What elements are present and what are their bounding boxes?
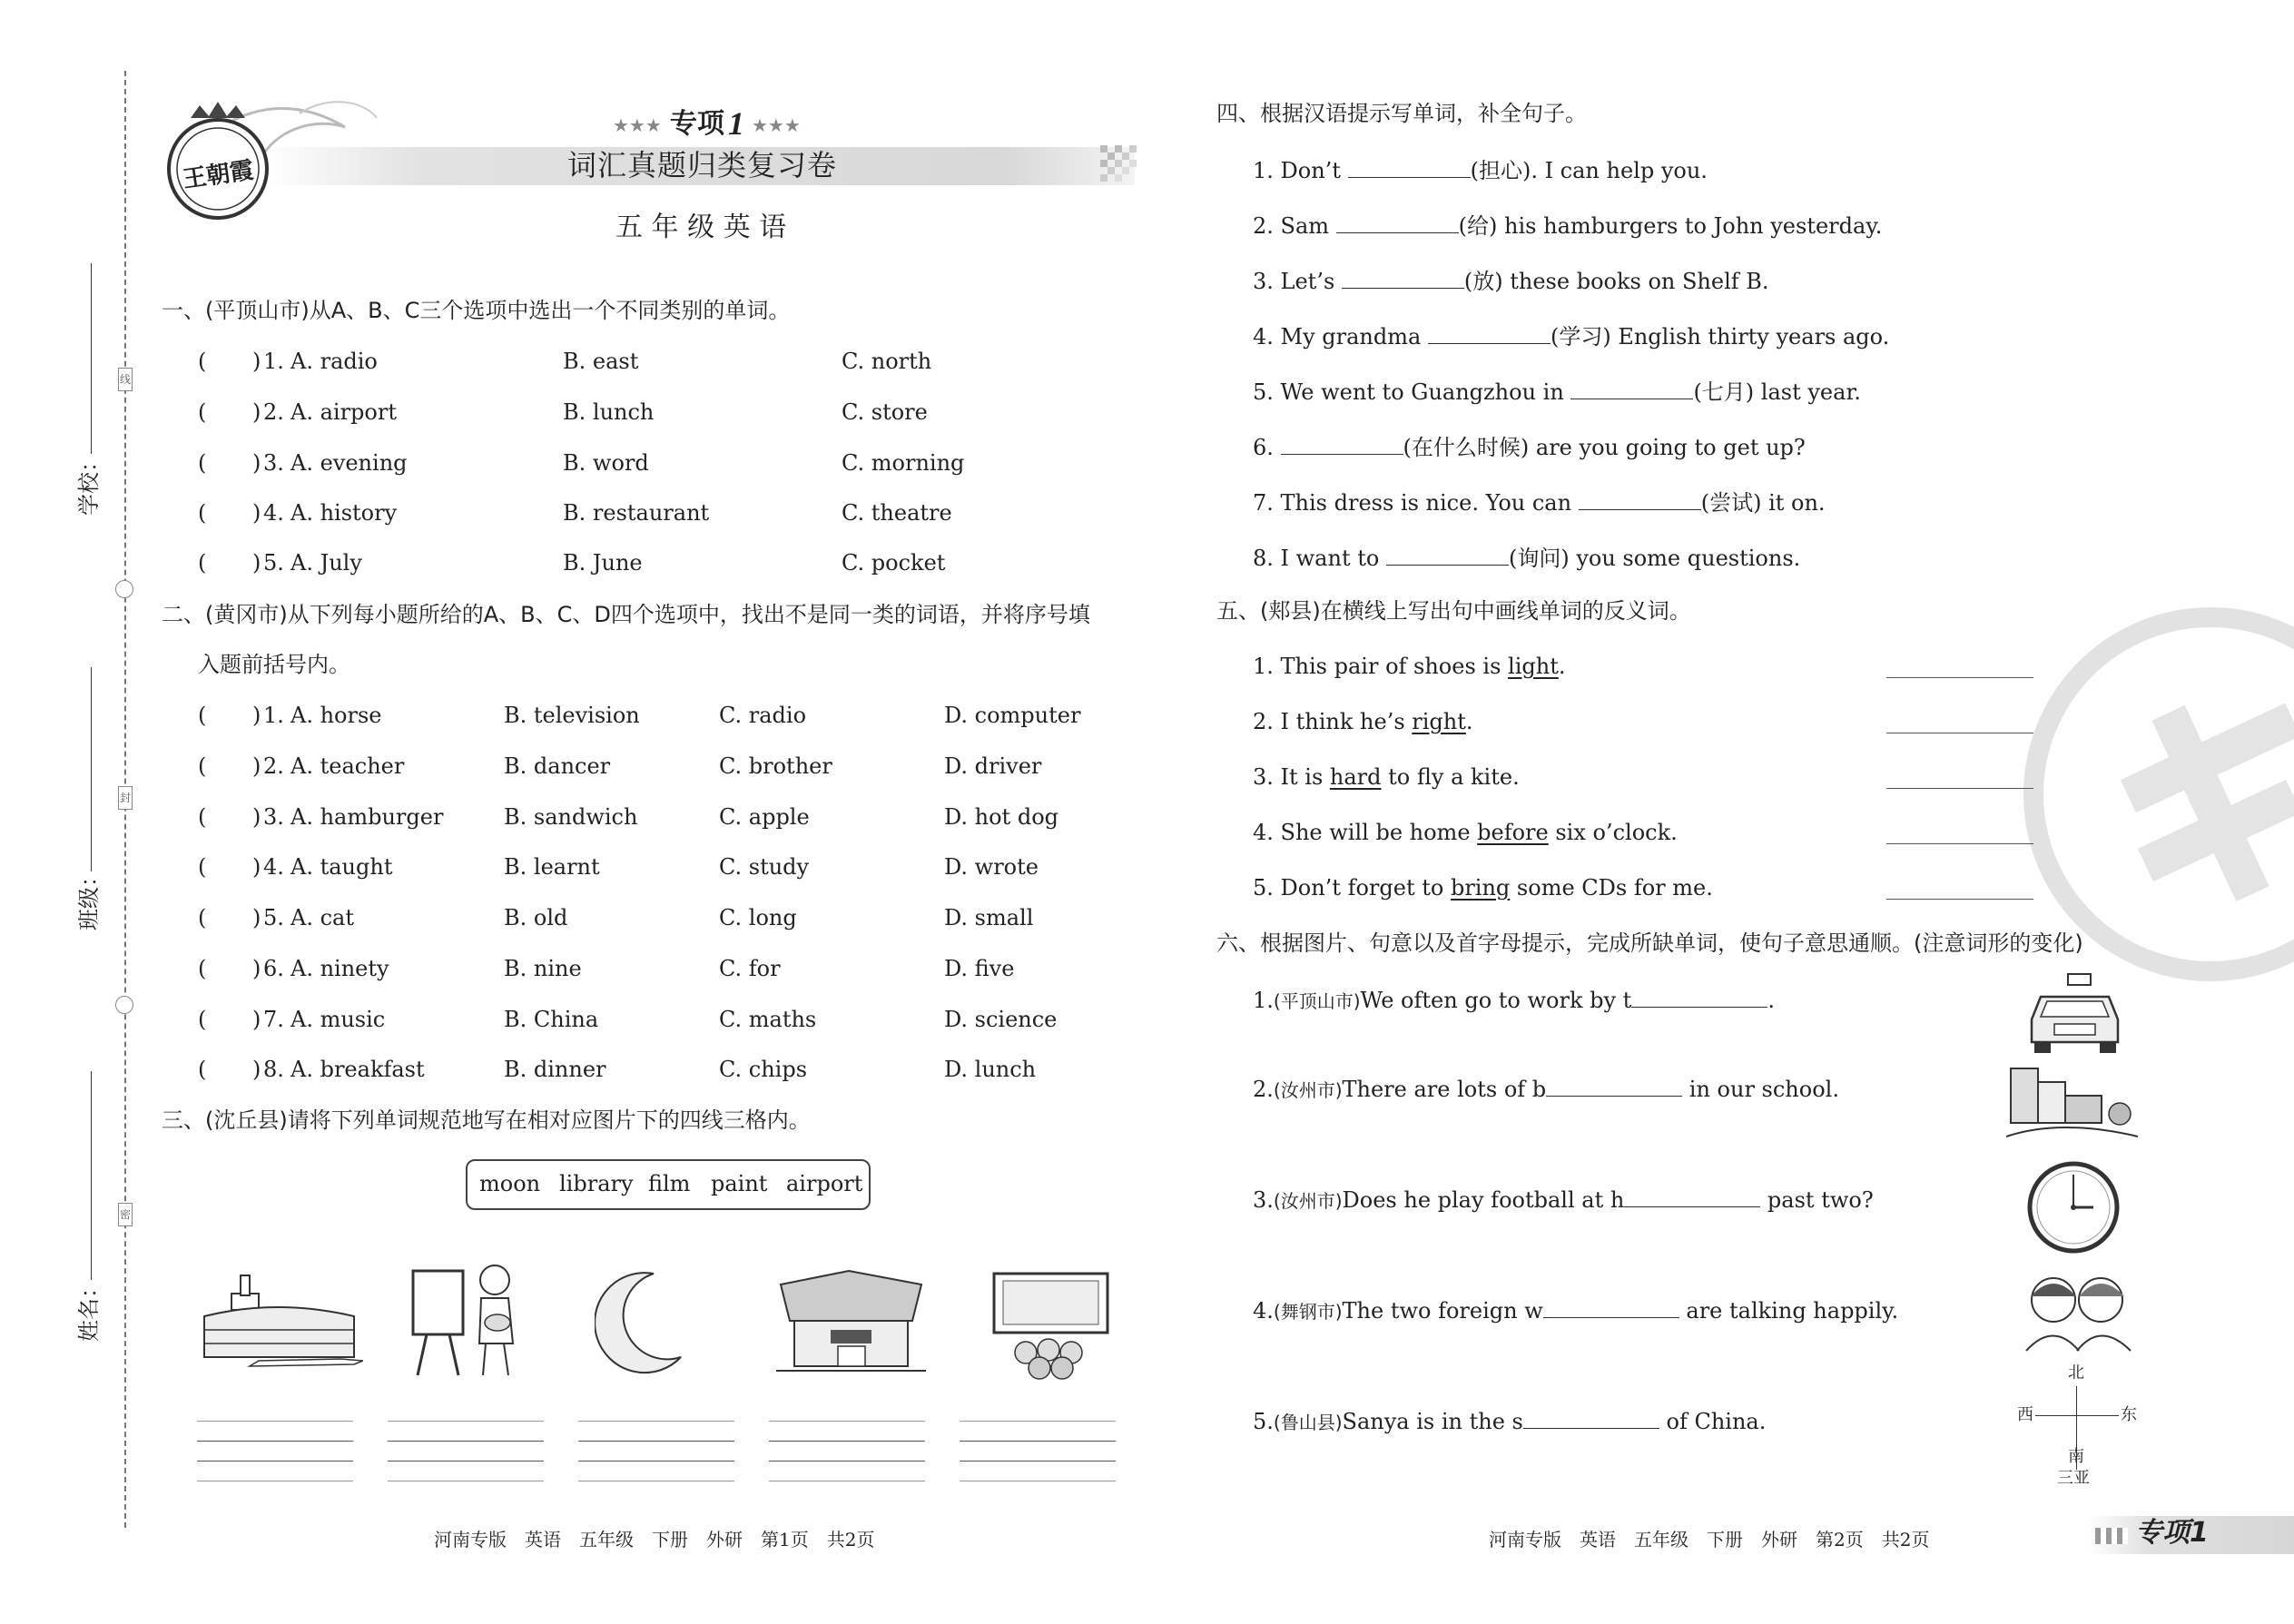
option-b: B. east	[563, 349, 639, 374]
compass-city: 三亚	[2057, 1469, 2090, 1488]
option-a: A. cat	[290, 905, 354, 930]
series-stars-right: ★★★	[752, 114, 801, 136]
answer-paren[interactable]: (	[198, 703, 207, 728]
option-a: A. history	[290, 500, 398, 526]
option-c: C. study	[719, 854, 810, 880]
sentence-text: There are lots of b	[1342, 1077, 1547, 1102]
library-picture	[776, 1266, 926, 1375]
sentence-row	[1253, 1297, 1898, 1322]
writing-grid[interactable]	[197, 1421, 353, 1484]
option-b: B. television	[504, 703, 640, 728]
option-a: A. teacher	[290, 753, 405, 779]
checker-decoration	[1100, 145, 1142, 187]
place-tag: (舞钢市)	[1273, 1301, 1343, 1323]
answer-paren[interactable]: )	[252, 753, 261, 779]
hint-text: (放)	[1463, 269, 1503, 294]
place-tag: (平顶山市)	[1273, 990, 1361, 1012]
sentence-text: 6.	[1253, 435, 1281, 460]
answer-blank[interactable]	[1281, 434, 1403, 455]
answer-paren[interactable]: (	[198, 905, 207, 930]
hint-text: (担心)	[1470, 158, 1531, 183]
answer-paren[interactable]: )	[252, 399, 261, 425]
sentence-text: 3. It is	[1253, 764, 1330, 790]
answer-paren[interactable]: )	[252, 956, 261, 981]
school-label: 学校：	[76, 450, 102, 516]
hint-text: (学习)	[1550, 324, 1611, 349]
sentence-row	[1253, 1186, 1874, 1211]
sentence-text: six o’clock.	[1548, 820, 1678, 845]
item-number: 3.	[1253, 1187, 1274, 1213]
footer-left: 河南专版 英语 五年级 下册 外研 第1页 共2页	[434, 1529, 875, 1550]
option-c: C. north	[842, 349, 932, 374]
answer-paren[interactable]: (	[198, 349, 207, 374]
answer-blank[interactable]	[1428, 323, 1551, 344]
hint-text: (在什么时候)	[1403, 435, 1530, 460]
writing-grid[interactable]	[769, 1421, 925, 1484]
answer-blank[interactable]	[1348, 157, 1471, 178]
sentence-row	[1253, 822, 1678, 843]
sentence-row	[1253, 379, 1861, 403]
option-b: B. nine	[504, 956, 582, 981]
option-a: A. music	[290, 1007, 386, 1032]
sentence-text: 2. Sam	[1253, 213, 1336, 239]
sentence-row	[1253, 877, 1713, 899]
answer-blank[interactable]	[1336, 212, 1459, 233]
option-c: C. store	[842, 399, 928, 425]
sentence-text: 4. She will be home	[1253, 820, 1478, 845]
logo-text: 王朝霞	[181, 156, 256, 194]
answer-paren[interactable]: )	[252, 550, 261, 576]
section1-heading: 一、(平顶山市)从A、B、C三个选项中选出一个不同类别的单词。	[162, 298, 791, 323]
item-number: 5.	[1253, 1409, 1274, 1434]
word-bank-item: paint	[711, 1171, 768, 1196]
option-d: D. computer	[944, 703, 1081, 728]
writing-grid[interactable]	[578, 1421, 734, 1484]
page-subtitle: 五 年 级 英 语	[615, 212, 787, 243]
seal-mark: 线	[118, 368, 133, 391]
option-c: C. for	[719, 956, 781, 981]
option-a: A. airport	[290, 399, 397, 425]
sentence-row	[1253, 711, 1473, 733]
sentence-row	[1253, 766, 1520, 788]
option-d: D. lunch	[944, 1057, 1037, 1082]
answer-paren[interactable]: )	[252, 703, 261, 728]
sentence-text: to fly a kite.	[1381, 764, 1520, 790]
option-b: B. dinner	[504, 1057, 606, 1082]
buildings-picture	[2006, 1064, 2142, 1146]
answer-paren[interactable]: (	[198, 550, 207, 576]
sentence-text: Sanya is in the s	[1342, 1409, 1523, 1434]
sentence-row	[1253, 1408, 1766, 1432]
answer-paren[interactable]: (	[198, 804, 207, 830]
underlined-word: before	[1477, 820, 1549, 845]
seal-mark: 封	[118, 786, 133, 810]
sentence-text: you some questions.	[1569, 546, 1801, 571]
answer-paren[interactable]: (	[198, 450, 207, 476]
sentence-row	[1253, 1076, 1839, 1100]
seal-mark: 密	[118, 1203, 133, 1226]
sentence-text: are talking happily.	[1679, 1298, 1899, 1324]
item-number: 2.	[263, 399, 284, 425]
item-number: 4.	[1253, 1298, 1274, 1324]
answer-paren[interactable]: (	[198, 956, 207, 981]
option-a: A. evening	[290, 450, 408, 476]
answer-blank[interactable]	[1570, 379, 1693, 399]
section4-heading: 四、根据汉语提示写单词，补全句子。	[1216, 101, 1587, 126]
item-number: 5.	[263, 905, 284, 930]
answer-blank[interactable]	[1543, 1297, 1679, 1318]
answer-paren[interactable]: )	[252, 450, 261, 476]
option-c: C. long	[719, 905, 797, 930]
sentence-text: 2. I think he’s	[1253, 709, 1413, 734]
sentence-text: are you going to get up?	[1529, 435, 1806, 460]
answer-line[interactable]	[1886, 843, 2033, 844]
sentence-row	[1253, 545, 1800, 569]
hint-text: (七月)	[1693, 379, 1755, 405]
section6-heading: 六、根据图片、句意以及首字母提示，完成所缺单词，使句子意思通顺。(注意词形的变化)	[1216, 930, 2083, 956]
name-field[interactable]	[91, 1071, 92, 1280]
item-number: 2.	[1253, 1077, 1274, 1102]
women-picture	[2017, 1271, 2140, 1353]
sentence-text: 1. Don’t	[1253, 158, 1348, 183]
section2-heading: 二、(黄冈市)从下列每小题所给的A、B、C、D四个选项中，找出不是同一类的词语，并将序号填	[162, 602, 1090, 627]
underlined-word: light	[1508, 654, 1559, 679]
item-number: 4.	[263, 854, 284, 880]
answer-paren[interactable]: (	[198, 399, 207, 425]
item-number: 8.	[263, 1057, 284, 1082]
item-number: 2.	[263, 753, 284, 779]
school-field[interactable]	[91, 263, 92, 454]
answer-paren[interactable]: (	[198, 1057, 207, 1082]
option-a: A. hamburger	[290, 804, 444, 830]
option-b: B. restaurant	[563, 500, 710, 526]
class-field[interactable]	[91, 667, 92, 871]
item-number: 3.	[263, 804, 284, 830]
answer-paren[interactable]: )	[252, 500, 261, 526]
sentence-text: .	[1558, 654, 1566, 679]
sentence-text: 8. I want to	[1253, 546, 1386, 571]
sentence-text: . I can help you.	[1531, 158, 1708, 183]
option-b: B. dancer	[504, 753, 611, 779]
sentence-text: in our school.	[1682, 1077, 1839, 1102]
compass-north: 北	[2068, 1363, 2084, 1383]
sentence-text: last year.	[1754, 379, 1861, 405]
sentence-text: 3. Let’s	[1253, 269, 1342, 294]
sentence-text: .	[1465, 709, 1473, 734]
option-c: C. apple	[719, 804, 810, 830]
footer-checker	[2095, 1528, 2128, 1544]
place-tag: (汝州市)	[1273, 1079, 1343, 1101]
option-b: B. lunch	[563, 399, 655, 425]
option-b: B. China	[504, 1007, 599, 1032]
sentence-text: English thirty years ago.	[1610, 324, 1890, 349]
series-number: 1	[728, 105, 744, 142]
sentence-text: past two?	[1760, 1187, 1874, 1213]
answer-paren[interactable]: )	[252, 804, 261, 830]
airport-picture	[195, 1266, 363, 1375]
sentence-text: it on.	[1761, 490, 1826, 516]
section2-heading-cont: 入题前括号内。	[198, 652, 350, 677]
option-b: B. learnt	[504, 854, 600, 880]
clock-picture	[2026, 1160, 2121, 1255]
sentence-text: Does he play football at h	[1342, 1187, 1625, 1213]
answer-paren[interactable]: (	[198, 753, 207, 779]
sentence-text: of China.	[1659, 1409, 1767, 1434]
answer-blank[interactable]	[1342, 268, 1464, 289]
option-a: A. ninety	[290, 956, 389, 981]
option-c: C. pocket	[842, 550, 946, 576]
option-b: B. June	[563, 550, 643, 576]
sentence-row	[1253, 268, 1769, 292]
moon-picture	[595, 1266, 685, 1375]
item-number: 1.	[1253, 988, 1274, 1013]
answer-paren[interactable]: (	[198, 854, 207, 880]
item-number: 6.	[263, 956, 284, 981]
option-d: D. science	[944, 1007, 1058, 1032]
answer-blank[interactable]	[1523, 1408, 1659, 1429]
sentence-row	[1253, 434, 1806, 458]
item-number: 1.	[263, 349, 284, 374]
answer-paren[interactable]: (	[198, 500, 207, 526]
footer-badge: 专项1	[2135, 1517, 2209, 1549]
answer-blank[interactable]	[1624, 1186, 1760, 1207]
underlined-word: right	[1412, 709, 1466, 734]
option-c: C. maths	[719, 1007, 817, 1032]
underlined-word: hard	[1329, 764, 1382, 790]
sentence-text: 7. This dress is nice. You can	[1253, 490, 1579, 516]
sentence-text: .	[1767, 988, 1775, 1013]
sentence-text: 4. My grandma	[1253, 324, 1428, 349]
answer-blank[interactable]	[1546, 1076, 1682, 1097]
item-number: 5.	[263, 550, 284, 576]
writing-grid[interactable]	[388, 1421, 544, 1484]
sentence-row	[1253, 212, 1882, 237]
option-c: C. radio	[719, 703, 807, 728]
answer-blank[interactable]	[1386, 545, 1509, 566]
compass-south: 南	[2068, 1447, 2084, 1466]
sentence-row	[1253, 987, 1775, 1011]
place-tag: (汝州市)	[1273, 1190, 1343, 1212]
answer-paren[interactable]: )	[252, 854, 261, 880]
sentence-row	[1253, 655, 1565, 677]
answer-blank[interactable]	[1579, 489, 1701, 510]
word-bank-item: film	[648, 1171, 691, 1196]
answer-line[interactable]	[1886, 677, 2033, 678]
sentence-text: his hamburgers to John yesterday.	[1497, 213, 1883, 239]
option-a: A. breakfast	[290, 1057, 425, 1082]
sentence-text: The two foreign w	[1342, 1298, 1543, 1324]
sentence-text: these books on Shelf B.	[1502, 269, 1769, 294]
painting-picture	[399, 1257, 527, 1380]
option-b: B. old	[504, 905, 568, 930]
answer-line[interactable]	[1886, 788, 2033, 789]
punch-hole	[115, 996, 133, 1014]
option-d: D. wrote	[944, 854, 1039, 880]
taxi-picture	[2027, 969, 2122, 1056]
option-a: A. radio	[290, 349, 378, 374]
section3-heading: 三、(沈丘县)请将下列单词规范地写在相对应图片下的四线三格内。	[162, 1107, 811, 1133]
sentence-text: 1. This pair of shoes is	[1253, 654, 1509, 679]
answer-line[interactable]	[1886, 899, 2033, 900]
option-b: B. sandwich	[504, 804, 638, 830]
option-d: D. small	[944, 905, 1034, 930]
film-picture	[989, 1266, 1112, 1380]
option-d: D. five	[944, 956, 1015, 981]
word-bank-item: library	[559, 1171, 634, 1196]
series-label: 专项	[670, 108, 724, 140]
option-c: C. brother	[719, 753, 832, 779]
sentence-row	[1253, 489, 1826, 514]
series-stars-left: ★★★	[613, 114, 662, 136]
answer-paren[interactable]: )	[252, 1007, 261, 1032]
answer-paren[interactable]: )	[252, 349, 261, 374]
item-number: 1.	[263, 703, 284, 728]
compass-diagram	[2017, 1363, 2135, 1491]
punch-hole	[115, 580, 133, 598]
footer-right: 河南专版 英语 五年级 下册 外研 第2页 共2页	[1489, 1529, 1930, 1550]
name-label: 姓名：	[76, 1276, 102, 1342]
word-bank-item: airport	[786, 1171, 863, 1196]
item-number: 3.	[263, 450, 284, 476]
compass-west: 西	[2017, 1405, 2033, 1424]
answer-paren[interactable]: (	[198, 1007, 207, 1032]
option-a: A. July	[290, 550, 362, 576]
answer-paren[interactable]: )	[252, 905, 261, 930]
place-tag: (鲁山县)	[1273, 1412, 1343, 1433]
sentence-text: 5. Don’t forget to	[1253, 875, 1451, 901]
option-a: A. horse	[290, 703, 382, 728]
sentence-row	[1253, 157, 1708, 182]
sentence-text: We often go to work by t	[1360, 988, 1632, 1013]
option-c: C. chips	[719, 1057, 808, 1082]
answer-blank[interactable]	[1631, 987, 1767, 1008]
option-a: A. taught	[290, 854, 393, 880]
hint-text: (尝试)	[1700, 490, 1762, 516]
sentence-row	[1253, 323, 1889, 348]
underlined-word: bring	[1450, 875, 1511, 901]
hint-text: (给)	[1458, 213, 1498, 239]
option-b: B. word	[563, 450, 649, 476]
sentence-text: 5. We went to Guangzhou in	[1253, 379, 1571, 405]
item-number: 7.	[263, 1007, 284, 1032]
writing-grid[interactable]	[960, 1421, 1116, 1484]
item-number: 4.	[263, 500, 284, 526]
option-c: C. morning	[842, 450, 965, 476]
option-d: D. driver	[944, 753, 1042, 779]
hint-text: (询问)	[1508, 546, 1570, 571]
section5-heading: 五、(郏县)在横线上写出句中画线单词的反义词。	[1216, 598, 1691, 624]
answer-paren[interactable]: )	[252, 1057, 261, 1082]
compass-east: 东	[2121, 1405, 2137, 1424]
option-d: D. hot dog	[944, 804, 1058, 830]
page-title: 词汇真题归类复习卷	[567, 148, 838, 182]
option-c: C. theatre	[842, 500, 952, 526]
word-bank-item: moon	[479, 1171, 541, 1196]
class-label: 班级：	[76, 865, 102, 930]
seal-watermark	[2020, 604, 2294, 985]
sentence-text: some CDs for me.	[1510, 875, 1713, 901]
